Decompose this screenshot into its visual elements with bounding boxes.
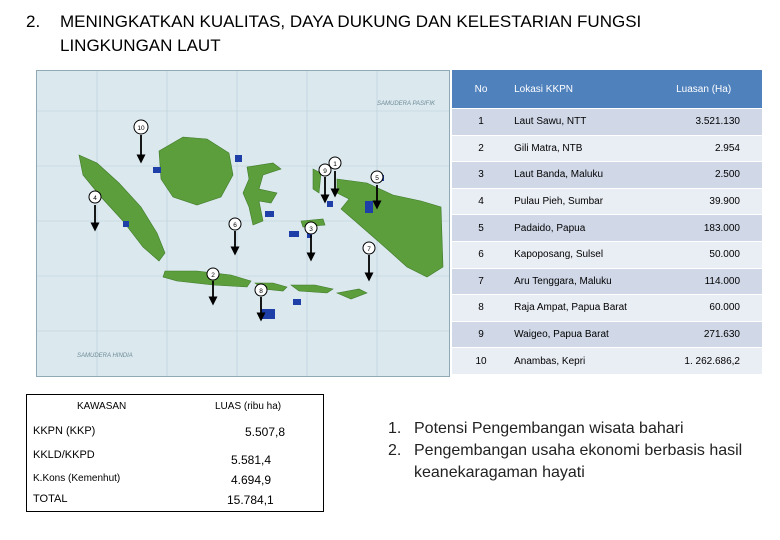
cell-lokasi: Laut Banda, Maluku [510,162,645,189]
table-row [452,241,762,268]
sulawesi-island [243,163,281,225]
cell-luasan: 39.900 [645,188,762,215]
table-row [452,321,762,348]
pin-label-10: 10 [137,125,145,132]
papua-island [337,179,443,277]
location-pin-7 [363,242,375,277]
cell-no: 7 [452,268,510,295]
title-number: 2. [26,12,41,31]
table-header-row [452,70,762,109]
location-pin-4 [89,191,101,227]
cell-luasan: 114.000 [645,268,762,295]
cell-lokasi: Anambas, Kepri [510,348,645,374]
kkpn-table [452,70,762,374]
ocean-label-pasifik: SAMUDERA PASIFIK [377,101,436,107]
summary-row-kawasan: KKLD/KKPD [33,449,95,461]
indonesia-map [36,70,450,377]
summary-row-luas: 5.507,8 [245,425,286,439]
map-graphic [37,71,449,376]
pin-label-1: 1 [333,161,337,168]
cell-lokasi: Raja Ampat, Papua Barat [510,295,645,322]
summary-row-kawasan: K.Kons (Kemenhut) [33,473,121,484]
cell-no: 10 [452,348,510,374]
point-number: 1. [388,420,402,437]
location-pin-6 [229,218,241,251]
pin-label-4: 4 [93,195,97,202]
cell-luasan: 1. 262.686,2 [645,348,762,374]
cell-no: 8 [452,295,510,322]
summary-row-luas: 15.784,1 [227,493,274,507]
cell-no: 4 [452,188,510,215]
timor-island [337,289,367,299]
sumatra-island [79,155,165,261]
cell-no: 2 [452,135,510,162]
table-row [452,268,762,295]
location-pin-10 [134,120,148,159]
pin-label-2: 2 [211,272,215,279]
title-line-1: MENINGKATKAN KUALITAS, DAYA DUKUNG DAN KELESTARIAN FUNGSI [60,12,642,31]
header-lokasi: Lokasi KKPN [510,70,645,109]
pin-label-6: 6 [233,222,237,229]
kalimantan-island [159,137,233,205]
cell-luasan: 2.500 [645,162,762,189]
point-text: Pengembangan usaha ekonomi berbasis hasil keanekaragaman hayati [414,442,743,481]
table-row [452,109,762,136]
list-item [386,440,776,484]
pin-label-8: 8 [259,288,263,295]
point-number: 2. [388,442,402,459]
table-row [452,295,762,322]
list-item [386,418,776,440]
cell-lokasi: Laut Sawu, NTT [510,109,645,136]
location-pin-9 [319,164,331,199]
cell-no: 3 [452,162,510,189]
header-luasan: Luasan (Ha) [645,70,762,109]
summary-row-kawasan: TOTAL [33,493,68,505]
summary-row-luas: 5.581,4 [231,453,272,467]
cell-luasan: 271.630 [645,321,762,348]
cell-no: 9 [452,321,510,348]
cell-no: 1 [452,109,510,136]
cell-lokasi: Kapoposang, Sulsel [510,241,645,268]
pin-label-7: 7 [367,246,371,253]
flores-island [291,285,333,293]
table-row [452,135,762,162]
summary-header-luas: LUAS (ribu ha) [215,401,282,412]
ocean-label-hindia: SAMUDERA HINDIA [77,353,133,359]
header-no: No [452,70,510,109]
cell-luasan: 183.000 [645,215,762,242]
cell-luasan: 50.000 [645,241,762,268]
cell-no: 6 [452,241,510,268]
cell-lokasi: Aru Tenggara, Maluku [510,268,645,295]
pin-label-3: 3 [309,226,313,233]
cell-lokasi: Pulau Pieh, Sumbar [510,188,645,215]
land-masses [79,137,443,299]
title-line-2: LINGKUNGAN LAUT [60,36,221,55]
cell-lokasi: Padaido, Papua [510,215,645,242]
summary-row-luas: 4.694,9 [231,473,272,487]
point-text: Potensi Pengembangan wisata bahari [414,420,684,437]
cell-lokasi: Waigeo, Papua Barat [510,321,645,348]
pin-label-5: 5 [375,175,379,182]
table-row [452,162,762,189]
table-row [452,188,762,215]
cell-lokasi: Gili Matra, NTB [510,135,645,162]
cell-luasan: 60.000 [645,295,762,322]
summary-row-kawasan: KKPN (KKP) [33,425,96,437]
cell-luasan: 3.521.130 [645,109,762,136]
summary-table [26,394,324,512]
cell-no: 5 [452,215,510,242]
summary-header-kawasan: KAWASAN [77,401,127,412]
page-title [26,10,726,58]
points-list [386,418,776,484]
table-row [452,215,762,242]
cell-luasan: 2.954 [645,135,762,162]
pin-label-9: 9 [323,168,327,175]
table-row [452,348,762,374]
